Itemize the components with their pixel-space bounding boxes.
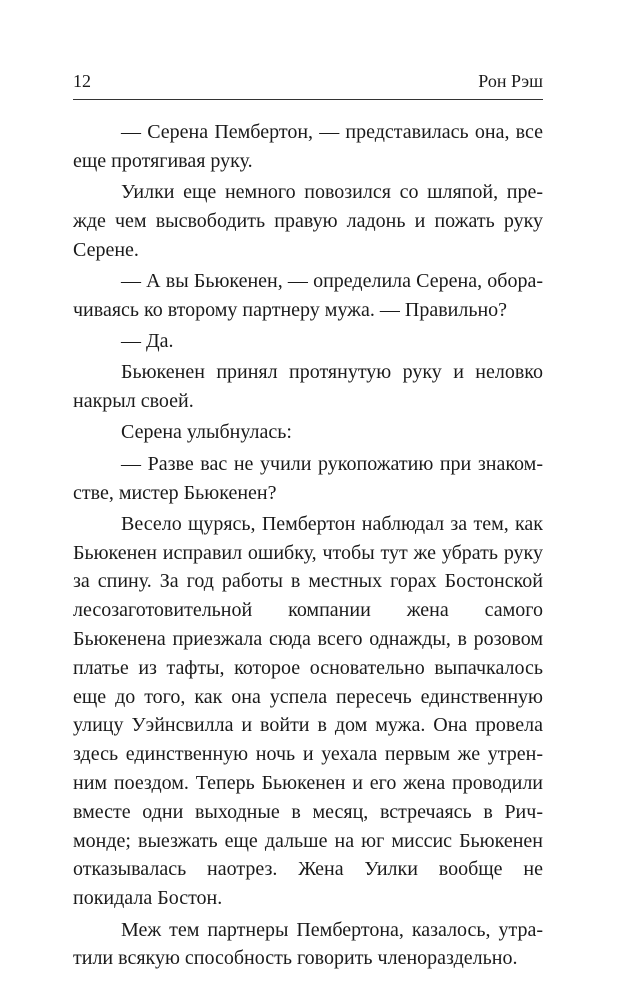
paragraph: Серена улыбнулась:	[121, 421, 292, 444]
page-header	[73, 70, 543, 92]
running-head-author: Рон Рэш	[478, 71, 543, 91]
header-rule	[73, 99, 543, 100]
paragraph: Уилки еще немного повозился со шляпой, прежде чем высвободить правую ладонь и пожать руку Серене.	[73, 181, 543, 261]
paragraph: Бьюкенен принял протянутую руку и неловко накрыл своей.	[73, 361, 543, 413]
book-text	[73, 118, 543, 976]
paragraph: — Да.	[121, 330, 174, 353]
paragraph: — Разве вас не учили рукопожатию при знакомстве, мистер Бьюкенен?	[73, 452, 543, 504]
paragraph: Меж тем партнеры Пембертона, казалось, утратили всякую способность говорить членораздельно.	[73, 918, 543, 970]
paragraph: Весело щурясь, Пембертон наблюдал за тем, как Бьюкенен исправил ошибку, чтобы тут же убрать руку за спину. За год работы в местных горах Бостонской лесозаготовительной компании жена самого Бьюкенена приезжала сюда всего однажды, в розовом платье из тафты, которое основательно выпачкалось еще до того, как она успела пересечь единственную улицу Уэйнсвилла и войти в дом мужа. Она провела здесь единственную ночь и уехала первым же утренним поездом. Теперь Бьюкенен и его жена проводили вместе одни выходные в месяц, встречаясь в Ричмонде; выезжать еще дальше на юг миссис Бьюкенен отказывалась наотрез. Жена Уилки вообще не покидала Бостон.	[73, 512, 543, 910]
paragraph: — Серена Пембертон, — представилась она, все еще протягивая руку.	[73, 121, 543, 172]
paragraph: — А вы Бьюкенен, — определила Серена, оборачиваясь ко второму партнеру мужа. — Правильно?	[73, 269, 543, 321]
page-number: 12	[73, 71, 91, 91]
